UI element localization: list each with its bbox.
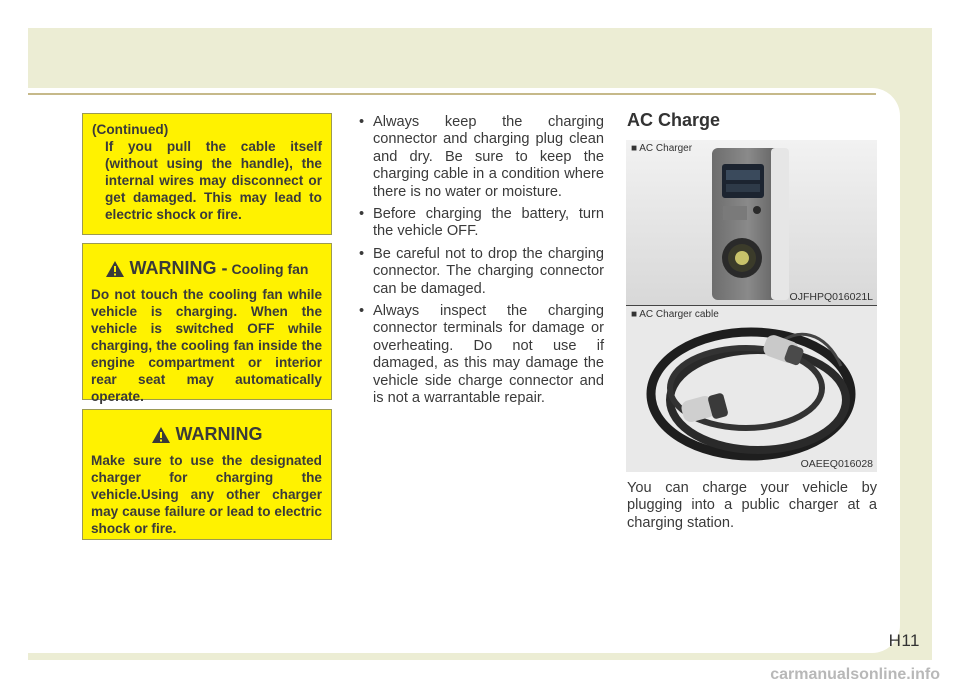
charger-warning-box: [82, 409, 332, 540]
warning-triangle-icon: [151, 426, 171, 444]
header-rule: [28, 93, 876, 95]
continued-warning-box: [82, 113, 332, 235]
warning-word: WARNING -: [129, 258, 228, 278]
continued-heading: (Continued): [92, 122, 169, 137]
ac-charger-photo: [626, 140, 877, 305]
watermark: carmanualsonline.info: [770, 666, 940, 683]
warning-header: [91, 418, 322, 444]
warning-header: [91, 252, 322, 278]
bullet-item: • Before charging the battery, turn the vehicle OFF.: [358, 206, 604, 241]
bullet-item: • Be careful not to drop the charging connector. The charging connector can be damaged.: [358, 246, 604, 298]
ac-charger-image: [626, 140, 877, 305]
warning-subtitle: Cooling fan: [231, 261, 309, 277]
photo-caption: ■ AC Charger: [631, 143, 693, 154]
ac-charger-cable-photo: [626, 306, 877, 472]
bullet-item: • Always inspect the charging connector terminals for damage or overheating. Do not use if damaged, as this may damage the vehicle side charge connector and is not a warrantable repair.: [358, 303, 604, 407]
safety-bullet-list: [358, 114, 604, 413]
charger-warning-text: Make sure to use the designated charger for charging the vehicle.Using any other charger may cause failure or lead to electric shock or fire.: [91, 453, 322, 536]
photo-code: OJFHPQ016021L: [789, 291, 873, 303]
page-number: H11: [888, 631, 920, 650]
cooling-fan-warning-box: [82, 243, 332, 404]
warning-triangle-icon: [105, 260, 125, 278]
ac-charger-cable-image: [626, 306, 877, 472]
section-title: AC Charge: [627, 110, 721, 130]
ac-charge-description: You can charge your vehicle by plugging into a public charger at a charging station.: [627, 480, 877, 531]
warning-word: WARNING: [175, 424, 263, 444]
continued-text: If you pull the cable itself (without using the handle), the internal wires may disconnect or get damaged. This may lead to electric shock or fire.: [105, 139, 322, 222]
photo-code: OAEEQ016028: [800, 458, 873, 470]
cooling-fan-warning-text: Do not touch the cooling fan while vehicle is charging. When the vehicle is switched OFF while charging, the cooling fan inside the engine compartment or interior rear seat may automatically operate.: [91, 287, 322, 404]
bullet-item: • Always keep the charging connector and charging plug clean and dry. Be sure to keep the charging cable in a condition where there is no water or moisture.: [358, 114, 604, 201]
photo-caption: ■ AC Charger cable: [631, 309, 719, 320]
